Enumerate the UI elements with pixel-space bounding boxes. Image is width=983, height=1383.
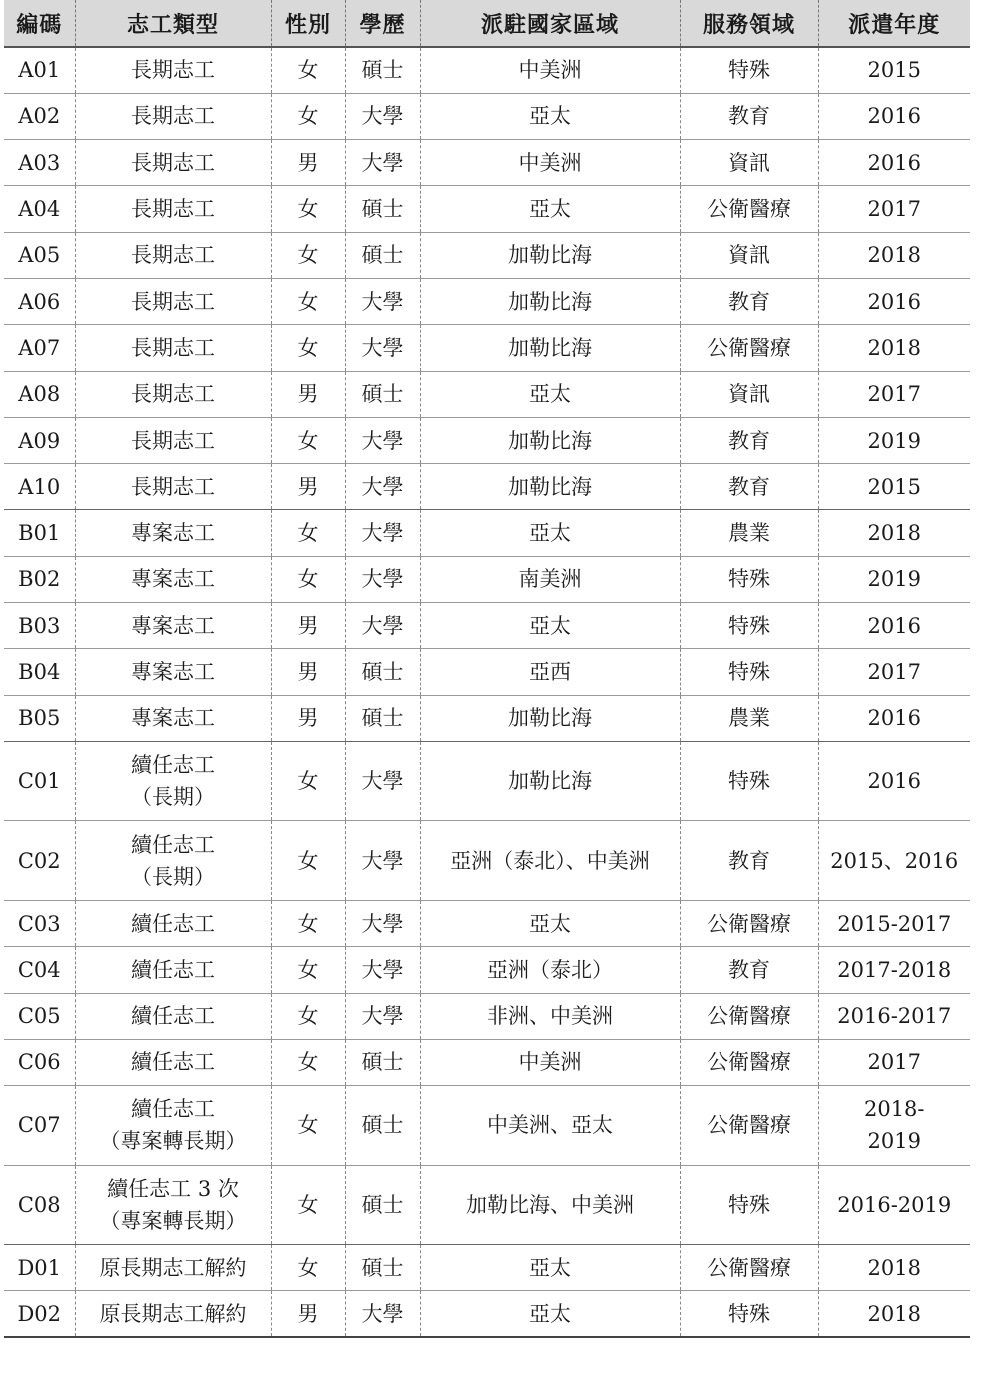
cell-id: C01 — [17, 769, 61, 794]
cell-id: A01 — [18, 58, 61, 83]
table-row — [4, 371, 970, 417]
cell-id: A05 — [18, 243, 61, 268]
cell-id: C04 — [17, 957, 61, 982]
cell-education: 碩士 — [345, 1245, 420, 1291]
cell-field: 特殊 — [680, 556, 818, 602]
cell-type-line: 長期志工 — [131, 335, 215, 360]
cell-year — [818, 947, 970, 993]
cell-sex: 女 — [271, 510, 345, 556]
cell-sex: 女 — [271, 93, 345, 139]
table-row — [4, 556, 970, 602]
cell-year — [818, 371, 970, 417]
cell-type-line: 續任志工 — [131, 1004, 215, 1029]
cell-id: A09 — [18, 428, 61, 453]
table-row — [4, 603, 970, 649]
cell-type — [75, 1291, 271, 1337]
cell-id: A08 — [18, 382, 61, 407]
cell-sex: 女 — [271, 278, 345, 324]
cell-education: 大學 — [345, 1291, 420, 1337]
cell-region — [420, 186, 680, 232]
cell-field: 教育 — [680, 417, 818, 463]
cell-region — [420, 741, 680, 821]
cell-field: 教育 — [680, 464, 818, 510]
cell-region — [420, 464, 680, 510]
cell-sex: 女 — [271, 900, 345, 946]
header-field: 服務領域 — [680, 0, 818, 47]
cell-type-line: 長期志工 — [131, 58, 215, 83]
cell-field: 公衛醫療 — [680, 900, 818, 946]
cell-type — [75, 556, 271, 602]
cell-education: 大學 — [345, 556, 420, 602]
cell-year-line: 2017 — [867, 660, 921, 684]
cell-region-line: 亞太 — [529, 197, 571, 222]
cell-region-line: 非洲、中美洲 — [487, 1004, 613, 1029]
cell-region-line: 加勒比海 — [508, 428, 592, 453]
cell-year — [818, 1165, 970, 1245]
cell-type — [75, 947, 271, 993]
cell-id: C05 — [17, 1004, 61, 1029]
cell-type — [75, 232, 271, 278]
cell-education: 碩士 — [345, 232, 420, 278]
table-row — [4, 1245, 970, 1291]
cell-year-line: 2018 — [867, 521, 921, 546]
cell-region-line: 中美洲、亞太 — [487, 1113, 613, 1138]
table-row — [4, 649, 970, 695]
cell-region-line: 加勒比海 — [508, 769, 592, 794]
cell-region — [420, 1165, 680, 1245]
table-row — [4, 1039, 970, 1085]
cell-field: 公衛醫療 — [680, 1086, 818, 1166]
cell-id: A07 — [18, 335, 61, 360]
cell-sex: 女 — [271, 47, 345, 93]
cell-year-line: 2016 — [867, 104, 921, 129]
cell-sex: 女 — [271, 741, 345, 821]
cell-field: 農業 — [680, 510, 818, 556]
table-row — [4, 900, 970, 946]
cell-region-line: 亞太 — [529, 104, 571, 129]
cell-year — [818, 695, 970, 741]
cell-year-line: 2016-2019 — [837, 1192, 952, 1217]
cell-region-line: 中美洲 — [518, 1050, 582, 1075]
cell-year — [818, 556, 970, 602]
table-row — [4, 821, 970, 901]
cell-region — [420, 325, 680, 371]
cell-education: 大學 — [345, 900, 420, 946]
cell-region — [420, 993, 680, 1039]
cell-type-line: 專案志工 — [131, 613, 215, 638]
table-header-row — [4, 0, 970, 47]
cell-id: B01 — [18, 521, 61, 546]
cell-id: A10 — [18, 474, 61, 499]
cell-field: 特殊 — [680, 47, 818, 93]
cell-year-line: 2019 — [867, 567, 921, 592]
table-row — [4, 186, 970, 232]
cell-year-line: 2015-2017 — [837, 911, 952, 936]
header-region: 派駐國家區域 — [420, 0, 680, 47]
cell-region-line: 亞太 — [529, 613, 571, 638]
cell-region-line: 加勒比海、中美洲 — [466, 1192, 634, 1217]
cell-field: 教育 — [680, 93, 818, 139]
cell-type — [75, 900, 271, 946]
table-row — [4, 464, 970, 510]
cell-year — [818, 900, 970, 946]
cell-sex: 男 — [271, 1291, 345, 1337]
cell-year — [818, 993, 970, 1039]
cell-type — [75, 741, 271, 821]
cell-type — [75, 417, 271, 463]
cell-education: 碩士 — [345, 186, 420, 232]
cell-type-line: 長期志工 — [131, 428, 215, 453]
table-row — [4, 278, 970, 324]
cell-year — [818, 140, 970, 186]
cell-sex: 女 — [271, 993, 345, 1039]
table-row — [4, 741, 970, 821]
cell-id: B05 — [18, 706, 61, 731]
cell-region — [420, 603, 680, 649]
cell-field: 農業 — [680, 695, 818, 741]
volunteer-table — [4, 0, 970, 1338]
cell-id: B04 — [18, 660, 61, 684]
cell-type-line: 續任志工 — [131, 1050, 215, 1075]
cell-region-line: 加勒比海 — [508, 706, 592, 731]
cell-sex: 女 — [271, 186, 345, 232]
cell-sex: 男 — [271, 603, 345, 649]
cell-region-line: 加勒比海 — [508, 289, 592, 314]
cell-region-line: 亞太 — [529, 1301, 571, 1326]
cell-year — [818, 1291, 970, 1337]
cell-education: 碩士 — [345, 695, 420, 741]
cell-education: 大學 — [345, 278, 420, 324]
cell-region-line: 加勒比海 — [508, 335, 592, 360]
cell-type-line: （長期） — [131, 864, 215, 889]
cell-sex: 男 — [271, 371, 345, 417]
cell-region-line: 中美洲 — [518, 58, 582, 83]
cell-education: 碩士 — [345, 1165, 420, 1245]
cell-type-line: 續任志工 3 次 — [107, 1176, 239, 1201]
cell-id: D01 — [17, 1255, 62, 1280]
cell-sex: 女 — [271, 417, 345, 463]
cell-year-line: 2019 — [867, 1129, 921, 1154]
cell-region — [420, 947, 680, 993]
cell-field: 教育 — [680, 947, 818, 993]
header-year: 派遣年度 — [818, 0, 970, 47]
cell-id: D02 — [17, 1301, 62, 1326]
cell-sex: 男 — [271, 140, 345, 186]
cell-year-line: 2016 — [867, 150, 921, 175]
table-row — [4, 993, 970, 1039]
cell-type-line: 專案志工 — [131, 521, 215, 546]
cell-education: 大學 — [345, 140, 420, 186]
cell-type-line: 長期志工 — [131, 243, 215, 268]
table-row — [4, 1165, 970, 1245]
cell-year — [818, 1086, 970, 1166]
cell-type-line: 專案志工 — [131, 706, 215, 731]
cell-education: 碩士 — [345, 47, 420, 93]
cell-year — [818, 325, 970, 371]
cell-education: 大學 — [345, 464, 420, 510]
cell-type-line: 專案志工 — [131, 660, 215, 684]
cell-type — [75, 186, 271, 232]
cell-type-line: 續任志工 — [131, 832, 215, 857]
cell-type-line: 長期志工 — [131, 474, 215, 499]
cell-year — [818, 1245, 970, 1291]
cell-id: C02 — [17, 848, 61, 873]
cell-year-line: 2015 — [867, 474, 921, 499]
cell-region — [420, 232, 680, 278]
cell-type — [75, 1086, 271, 1166]
cell-education: 大學 — [345, 821, 420, 901]
cell-id: C06 — [17, 1050, 61, 1075]
table-row — [4, 695, 970, 741]
cell-type — [75, 464, 271, 510]
cell-year — [818, 603, 970, 649]
cell-education: 大學 — [345, 510, 420, 556]
cell-year-line: 2016 — [867, 769, 921, 794]
cell-region-line: 亞西 — [529, 660, 571, 684]
cell-field: 公衛醫療 — [680, 1039, 818, 1085]
cell-region-line: 亞太 — [529, 1255, 571, 1280]
cell-region — [420, 649, 680, 695]
cell-region — [420, 1086, 680, 1166]
cell-type-line: 長期志工 — [131, 150, 215, 175]
cell-sex: 女 — [271, 232, 345, 278]
cell-region-line: 亞太 — [529, 521, 571, 546]
cell-year — [818, 93, 970, 139]
cell-region — [420, 900, 680, 946]
table-row — [4, 510, 970, 556]
cell-year — [818, 232, 970, 278]
cell-sex: 女 — [271, 325, 345, 371]
table-row — [4, 232, 970, 278]
cell-type-line: 原長期志工解約 — [99, 1301, 247, 1326]
cell-region — [420, 371, 680, 417]
cell-year-line: 2017 — [867, 382, 921, 407]
cell-sex: 女 — [271, 821, 345, 901]
cell-year — [818, 47, 970, 93]
cell-year-line: 2018 — [867, 1301, 921, 1326]
cell-field: 教育 — [680, 278, 818, 324]
cell-field: 特殊 — [680, 1291, 818, 1337]
cell-region — [420, 278, 680, 324]
cell-region — [420, 556, 680, 602]
cell-id: B03 — [18, 613, 61, 638]
cell-year-line: 2019 — [867, 428, 921, 453]
table-row — [4, 417, 970, 463]
cell-field: 資訊 — [680, 232, 818, 278]
cell-year — [818, 821, 970, 901]
cell-type-line: （專案轉長期） — [99, 1129, 247, 1154]
cell-education: 大學 — [345, 947, 420, 993]
cell-sex: 女 — [271, 1245, 345, 1291]
header-id: 編碼 — [4, 0, 75, 47]
cell-type-line: 續任志工 — [131, 957, 215, 982]
cell-year — [818, 464, 970, 510]
table-row — [4, 947, 970, 993]
cell-region — [420, 510, 680, 556]
cell-type-line: 長期志工 — [131, 104, 215, 129]
cell-education: 大學 — [345, 325, 420, 371]
cell-field: 公衛醫療 — [680, 186, 818, 232]
cell-type-line: 長期志工 — [131, 289, 215, 314]
cell-sex: 男 — [271, 695, 345, 741]
cell-field: 資訊 — [680, 140, 818, 186]
header-type: 志工類型 — [75, 0, 271, 47]
cell-field: 特殊 — [680, 603, 818, 649]
header-sex: 性別 — [271, 0, 345, 47]
cell-sex: 女 — [271, 947, 345, 993]
cell-year — [818, 417, 970, 463]
cell-field: 特殊 — [680, 1165, 818, 1245]
cell-type — [75, 821, 271, 901]
cell-sex: 男 — [271, 464, 345, 510]
cell-type-line: 原長期志工解約 — [99, 1255, 247, 1280]
cell-year-line: 2017-2018 — [837, 957, 952, 982]
cell-type — [75, 140, 271, 186]
cell-field: 公衛醫療 — [680, 1245, 818, 1291]
cell-education: 大學 — [345, 417, 420, 463]
cell-field: 公衛醫療 — [680, 993, 818, 1039]
cell-year-line: 2016 — [867, 289, 921, 314]
cell-field: 公衛醫療 — [680, 325, 818, 371]
cell-education: 碩士 — [345, 649, 420, 695]
cell-region-line: 加勒比海 — [508, 474, 592, 499]
cell-sex: 女 — [271, 556, 345, 602]
cell-region — [420, 140, 680, 186]
cell-year — [818, 741, 970, 821]
cell-field: 特殊 — [680, 741, 818, 821]
table-row — [4, 140, 970, 186]
cell-region — [420, 47, 680, 93]
cell-region — [420, 1245, 680, 1291]
cell-type — [75, 649, 271, 695]
cell-type — [75, 1165, 271, 1245]
cell-education: 碩士 — [345, 1086, 420, 1166]
cell-education: 大學 — [345, 93, 420, 139]
cell-year-line: 2016 — [867, 613, 921, 638]
cell-year — [818, 1039, 970, 1085]
cell-year-line: 2016-2017 — [837, 1004, 952, 1029]
cell-sex: 女 — [271, 1039, 345, 1085]
cell-region-line: 南美洲 — [518, 567, 582, 592]
cell-type — [75, 1245, 271, 1291]
header-education: 學歷 — [345, 0, 420, 47]
cell-year-line: 2018 — [867, 1255, 921, 1280]
cell-type — [75, 325, 271, 371]
table-row — [4, 93, 970, 139]
cell-region — [420, 1039, 680, 1085]
cell-education: 碩士 — [345, 1039, 420, 1085]
cell-region-line: 中美洲 — [518, 150, 582, 175]
cell-year-line: 2017 — [867, 197, 921, 222]
cell-year-line: 2015、2016 — [830, 848, 959, 873]
cell-education: 大學 — [345, 993, 420, 1039]
cell-region — [420, 417, 680, 463]
cell-region-line: 加勒比海 — [508, 243, 592, 268]
cell-year-line: 2018 — [867, 335, 921, 360]
cell-education: 大學 — [345, 741, 420, 821]
cell-id: B02 — [18, 567, 61, 592]
cell-type — [75, 695, 271, 741]
cell-year — [818, 510, 970, 556]
cell-type-line: 續任志工 — [131, 753, 215, 778]
cell-sex: 女 — [271, 1165, 345, 1245]
table-body — [4, 47, 970, 1337]
cell-type-line: 續任志工 — [131, 911, 215, 936]
cell-year — [818, 278, 970, 324]
cell-type — [75, 371, 271, 417]
cell-year-line: 2018 — [867, 243, 921, 268]
cell-type-line: 專案志工 — [131, 567, 215, 592]
cell-year — [818, 186, 970, 232]
table-row — [4, 1086, 970, 1166]
cell-type — [75, 1039, 271, 1085]
cell-field: 教育 — [680, 821, 818, 901]
cell-sex: 女 — [271, 1086, 345, 1166]
cell-region-line: 亞洲（泰北）、中美洲 — [450, 848, 650, 873]
cell-type — [75, 510, 271, 556]
cell-year-line: 2018- — [863, 1097, 925, 1122]
cell-region-line: 亞太 — [529, 382, 571, 407]
cell-id: A03 — [18, 150, 61, 175]
cell-id: C07 — [17, 1113, 61, 1138]
cell-region-line: 亞太 — [529, 911, 571, 936]
cell-id: A06 — [18, 289, 61, 314]
cell-type-line: 續任志工 — [131, 1097, 215, 1122]
cell-year-line: 2016 — [867, 706, 921, 731]
cell-type-line: 長期志工 — [131, 382, 215, 407]
cell-year-line: 2017 — [867, 1050, 921, 1075]
cell-id: A02 — [18, 104, 61, 129]
cell-region-line: 亞洲（泰北） — [487, 957, 613, 982]
cell-type — [75, 278, 271, 324]
cell-region — [420, 695, 680, 741]
cell-region — [420, 821, 680, 901]
cell-field: 資訊 — [680, 371, 818, 417]
cell-id: C08 — [17, 1192, 61, 1217]
cell-year — [818, 649, 970, 695]
cell-type — [75, 993, 271, 1039]
cell-type — [75, 603, 271, 649]
cell-type — [75, 93, 271, 139]
cell-id: C03 — [17, 911, 61, 936]
cell-region — [420, 1291, 680, 1337]
cell-education: 大學 — [345, 603, 420, 649]
cell-education: 碩士 — [345, 371, 420, 417]
table-row — [4, 47, 970, 93]
table-row — [4, 1291, 970, 1337]
cell-type-line: 長期志工 — [131, 197, 215, 222]
cell-sex: 男 — [271, 649, 345, 695]
cell-id: A04 — [18, 197, 61, 222]
cell-region — [420, 93, 680, 139]
cell-type — [75, 47, 271, 93]
cell-field: 特殊 — [680, 649, 818, 695]
cell-type-line: （長期） — [131, 785, 215, 810]
cell-year-line: 2015 — [867, 58, 921, 83]
cell-type-line: （專案轉長期） — [99, 1208, 247, 1233]
table-row — [4, 325, 970, 371]
